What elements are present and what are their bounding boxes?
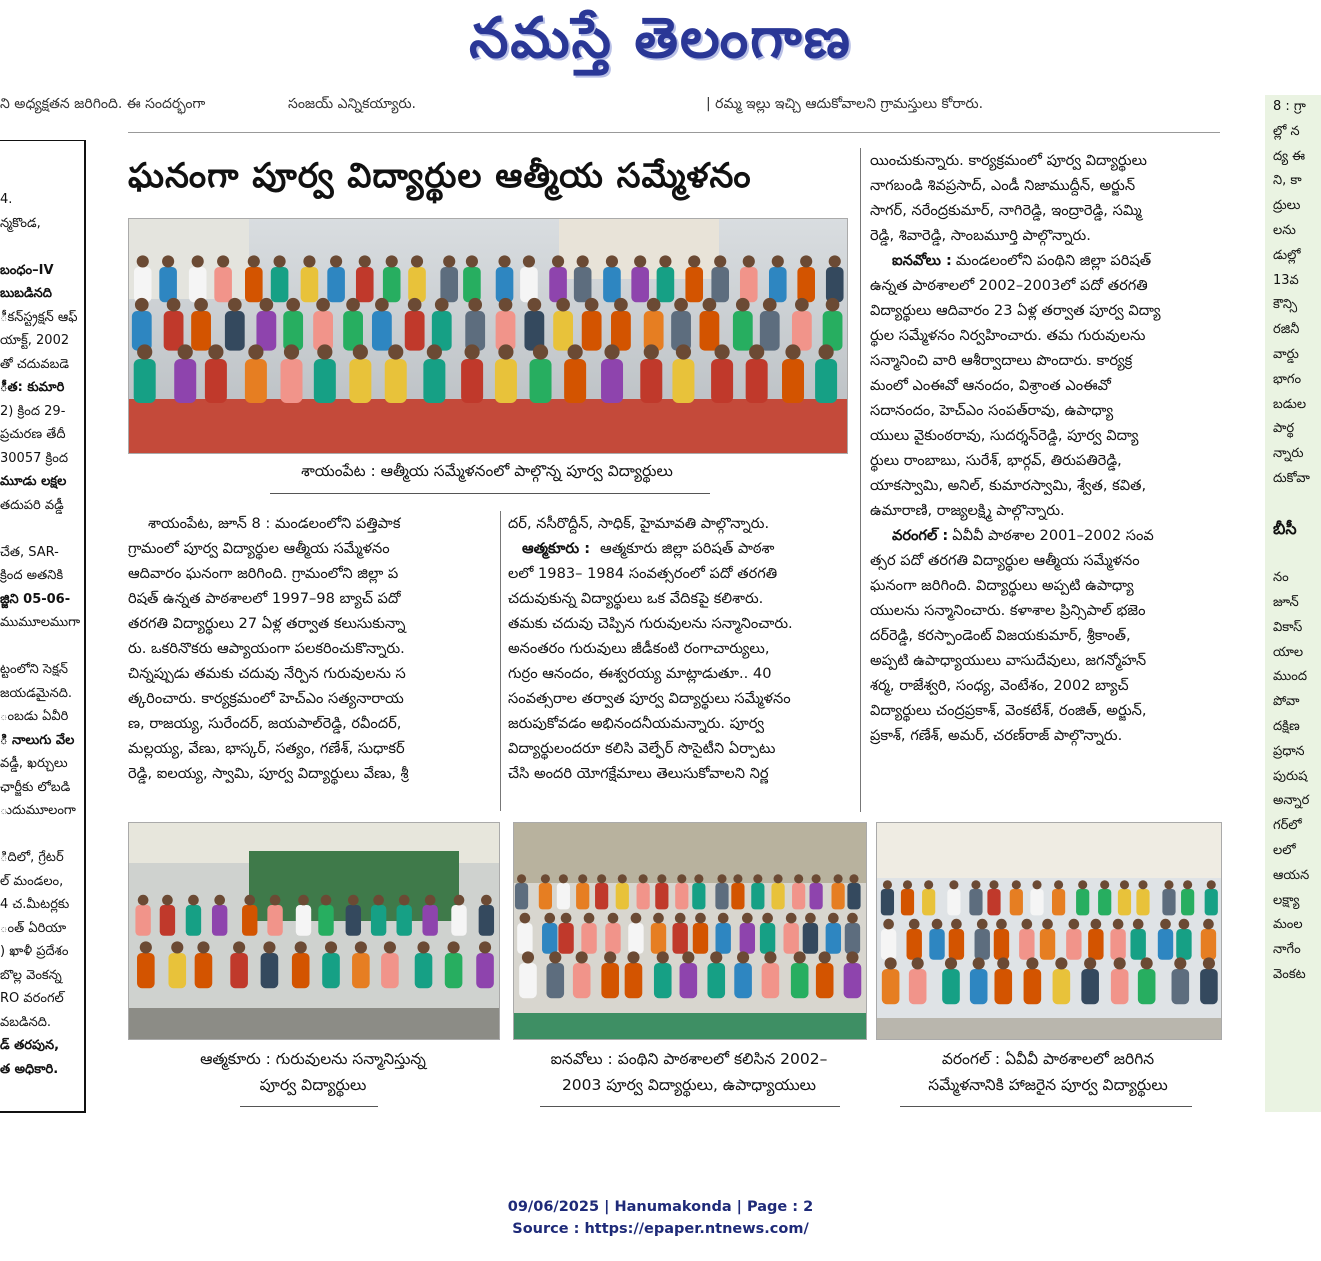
- page-footer: [0, 1196, 1321, 1240]
- left-column-line: బంధం–IV: [0, 262, 54, 278]
- right-column-line: వికాస్: [1273, 619, 1303, 635]
- col2-lead-line: [508, 536, 848, 561]
- right-column-line: ల్లో న: [1273, 123, 1300, 139]
- col2-line: లలో 1983– 1984 సంవత్సరంలో పదో తరగతి: [508, 565, 778, 582]
- left-column-line: బొల్ల వెంకన్న: [0, 967, 62, 983]
- right-column-line: దుకోవా: [1273, 470, 1310, 486]
- col2-line: ఆత్మకూరు జిల్లా పరిషత్ పాఠశా: [600, 540, 775, 557]
- right-column-line: దక్షిణ: [1273, 718, 1300, 734]
- left-column-line: ముమూలముగా: [0, 615, 81, 630]
- col3-line: మంలో ఎంఈవో ఆనందం, విశ్రాంత ఎంఈవో: [870, 377, 1111, 394]
- col3-line: యాకస్వామి, అనిల్, కుమారస్వామి, శ్వేత, కవిత,: [870, 477, 1147, 494]
- caption-inavolu-line-1: ఐనవోలు : పంథిని పాఠశాలలో కలిసిన 2002–: [550, 1050, 828, 1068]
- right-column-line: ని, కా: [1273, 173, 1302, 189]
- col3-line: సన్మానించి వారి ఆశీర్వాదాలు పొందారు. కార్యక్ర: [870, 352, 1133, 369]
- left-column-line: 2) క్రింద 29-: [0, 403, 66, 419]
- col1-line: త్కరించారు. కార్యక్రమంలో హెచ్ఎం సత్యనారాయ: [128, 690, 404, 707]
- col1-line: రిషత్ ఉన్నత పాఠశాలలో 1997–98 బ్యాచ్ పదో: [128, 590, 401, 607]
- right-column-line: రజినీ: [1273, 322, 1300, 338]
- right-column-line: [1265, 541, 1321, 566]
- left-column-line: క్రింద అతనికి: [0, 568, 64, 583]
- col3-line: యులను సన్మానించారు. కళాశాల ప్రిన్సిపాల్ భజెం: [870, 602, 1146, 619]
- atmakur-photo-graphic: [129, 823, 499, 1039]
- photo-warangal: [876, 822, 1222, 1040]
- left-column-line: [0, 635, 84, 659]
- col3-line: ర్థుల సమ్మేళనం నిర్వహించారు. తమ గురువులను: [870, 327, 1146, 344]
- left-column-line: ి నాలుగు వేల: [0, 732, 75, 748]
- col3-line: త్సర పదో తరగతి విద్యార్థుల ఆత్మీయ సమ్మేళనం: [870, 552, 1140, 569]
- warangal-photo-graphic: [877, 823, 1221, 1039]
- caption-rule-2: [240, 1106, 378, 1107]
- left-column-line: RO వరంగల్: [0, 991, 64, 1006]
- left-column-line: ) ఖాళీ ప్రదేశం: [0, 944, 69, 959]
- inavolu-lead: [870, 248, 1222, 273]
- col1-line: మల్లయ్య, వేణు, భాస్కర్, సత్యం, గణేశ్, సుధాకర్: [128, 740, 405, 757]
- footer-date-line: 09/06/2025 | Hanumakonda | Page : 2: [507, 1199, 814, 1215]
- inavolu-photo-graphic: [514, 823, 866, 1039]
- left-partial-column: [0, 140, 86, 1113]
- right-column-line: నం: [1273, 570, 1289, 586]
- col1-line: ణ, రాజయ్య, సురేందర్, జయపాల్‌రెడ్డి, రవీందర్,: [128, 715, 402, 732]
- right-column-line: గర్‌లో: [1273, 818, 1302, 834]
- col3-line: యించుకున్నారు. కార్యక్రమంలో పూర్వ విద్యార్థులు: [870, 152, 1147, 169]
- col3-line: రెడ్డి, శివారెడ్డి, సాంబమూర్తి పాల్గొన్నారు.: [870, 227, 1091, 244]
- right-column-line: కౌన్సి: [1273, 297, 1298, 313]
- left-column-line: [0, 141, 84, 165]
- col3-line: యులు వైకుంఠరావు, సుదర్శన్‌రెడ్డి, పూర్వ విద్యా: [870, 427, 1139, 444]
- right-column-line: న్నారు: [1273, 446, 1304, 462]
- col3-line: దర్‌రెడ్డి, కరస్పాండెంట్ విజయకుమార్, శ్రీకాంత్,: [870, 627, 1131, 644]
- col1-line: రు. ఒకరినొకరు ఆప్యాయంగా పలకరించుకొన్నారు.: [128, 640, 405, 657]
- footer-source-line: Source : https://epaper.ntnews.com/: [512, 1221, 809, 1237]
- right-column-line: [1265, 492, 1321, 517]
- left-column-line: 4 చ.మీటర్లకు: [0, 897, 70, 912]
- col3-line: ఘనంగా జరిగింది. విద్యార్థులు అప్పటి ఉపాధ్యా: [870, 577, 1134, 594]
- col3-line: నాగబండి శివప్రసాద్, ఎండీ నిజాముద్దీన్, అర్జున్: [870, 177, 1136, 194]
- right-column-line: లలో: [1273, 842, 1296, 858]
- article-column-3: [870, 148, 1222, 812]
- right-column-line: పోవా: [1273, 694, 1300, 710]
- right-column-line: ముంద: [1273, 669, 1308, 685]
- warangal-lead: [870, 523, 1222, 548]
- col2-line: చేసి అందరి యోగక్షేమాలు తెలుసుకోవాలని నిర్ణ: [508, 765, 769, 782]
- caption-atmakur-line-2: పూర్వ విద్యార్థులు: [259, 1076, 367, 1094]
- left-column-line: ీత: కుమారి: [0, 380, 65, 395]
- left-column-line: చేత, SAR-: [0, 544, 59, 560]
- right-column-line: యాల: [1273, 644, 1304, 660]
- col3-line: అప్పటి ఉపాధ్యాయులు వాసుదేవులు, జగన్మోహన్: [870, 652, 1147, 669]
- col3-line: ఏవీవీ పాఠశాల 2001–2002 సంవ: [952, 527, 1154, 544]
- left-column-line: జ్జిని 05-06-: [0, 591, 71, 607]
- left-column-line: ట్టంలోని సెక్షన్: [0, 662, 68, 677]
- right-column-line: ప్రధాన: [1273, 743, 1305, 759]
- col3-line: శర్మ, రాజేశ్వరి, సంధ్య, వెంటేశం, 2002 బ్యాచ్: [870, 677, 1129, 694]
- right-column-line: పార్థ: [1273, 421, 1295, 437]
- left-column-line: బుబడినది: [0, 286, 52, 301]
- left-column-line: ీకన్‌స్ట్రక్షన్ ఆఫ్: [0, 309, 78, 325]
- caption-rule-4: [900, 1106, 1192, 1107]
- right-column-line: వెంకట: [1273, 966, 1306, 982]
- right-column-line: నాగేం: [1273, 942, 1301, 958]
- col1-line: తరగతి విద్యార్థులు 27 ఏళ్ల తర్వాత కలుసుకున్నా: [128, 615, 406, 632]
- left-column-line: [0, 165, 84, 189]
- left-column-line: త అధికారి.: [0, 1061, 59, 1077]
- col3-line: సదానందం, హెచ్ఎం సంపత్‌రావు, ఉపాధ్యా: [870, 402, 1114, 419]
- column-divider-2: [860, 148, 861, 812]
- newspaper-masthead: నమస్తే తెలంగాణ: [469, 6, 852, 71]
- right-column-line: వార్డు: [1273, 346, 1299, 362]
- col2-line: గుర్రం ఆనందం, ఈశ్వరయ్య మాట్లాడుతూ.. 40: [508, 665, 772, 682]
- left-column-line: డ్ తరపున,: [0, 1038, 60, 1053]
- right-column-line: 13వ: [1273, 272, 1299, 288]
- col3-line: మండలంలోని పంథిని జిల్లా పరిషత్: [955, 252, 1152, 269]
- top-strip-left: ని అధ్యక్షతన జరిగింది. ఈ సందర్భంగా: [0, 96, 206, 112]
- right-column-line: బడుల: [1273, 396, 1307, 412]
- right-column-line: 8 : గ్రా: [1273, 99, 1306, 114]
- col2-line: సంవత్సరాల తర్వాత పూర్వ విద్యార్థులు సమ్మేళనం: [508, 690, 791, 707]
- left-column-line: ల్ మండలం,: [0, 873, 64, 889]
- top-strip-right: | రమ్మ ఇల్లు ఇచ్చి ఆదుకోవాలని గ్రామస్తులు కోరారు.: [706, 96, 984, 112]
- col1-line: శాయంపేట, జూన్ 8 : మండలంలోని పత్తిపాక: [148, 515, 401, 532]
- col2-line: జరుపుకోవడం అభినందనీయమన్నారు. పూర్వ: [508, 715, 765, 732]
- main-group-photo: [128, 218, 848, 454]
- left-column-line: 4.: [0, 192, 13, 207]
- right-column-line: లక్ష్యా: [1273, 892, 1300, 908]
- left-column-line: న్మకొండ,: [0, 215, 41, 231]
- col2-line: దర్, నసీరొద్దీన్, సాధిక్, హైమావతి పాల్గొన్నారు.: [508, 515, 770, 532]
- col3-line: విద్యార్థులు చంద్రప్రకాశ్, వెంకటేశ్, రంజిత్, అర్జున్,: [870, 702, 1147, 719]
- caption-inavolu-line-2: 2003 పూర్వ విద్యార్థులు, ఉపాధ్యాయులు: [561, 1076, 817, 1094]
- col3-line: విద్యార్థులు ఆదివారం 23 ఏళ్ల తర్వాత పూర్వ విద్యా: [870, 302, 1161, 319]
- left-column-line: ంబడు ఏవీరి: [0, 709, 69, 724]
- dateline-atmakur: ఆత్మకూరు :: [522, 540, 591, 557]
- photo-atmakur: [128, 822, 500, 1040]
- right-column-line: లను: [1273, 222, 1296, 238]
- inavolu-lead-dateline: ఐనవోలు :: [892, 252, 952, 269]
- right-column-line: ఆయన: [1273, 867, 1310, 883]
- left-column-line: ుదుమూలంగా: [0, 803, 76, 818]
- left-column-line: [0, 235, 84, 259]
- left-column-line: ప్రచురణ తేదీ: [0, 427, 66, 442]
- left-column-line: [0, 823, 84, 847]
- col3-line: ర్థులు రాంబాబు, సురేశ్, భార్గవ్, తిరుపతిరెడ్డి,: [870, 452, 1122, 469]
- left-column-line: తదుపరి వడ్డీ: [0, 497, 64, 513]
- caption-atmakur-line-1: ఆత్మకూరు : గురువులను సన్మానిస్తున్న: [200, 1050, 426, 1068]
- left-column-line: వడ్డీ, ఖర్చులు: [0, 756, 68, 771]
- col1-line: గ్రామంలో పూర్వ విద్యార్థుల ఆత్మీయ సమ్మేళనం: [128, 540, 390, 557]
- left-column-line: ిదిలో, గ్రేటర్: [0, 850, 64, 865]
- caption-warangal-line-2: సమ్మేళనానికి హాజరైన పూర్వ విద్యార్థులు: [928, 1076, 1168, 1094]
- group-photo-graphic: [129, 219, 847, 453]
- right-column-line: ద్య ఈ: [1273, 148, 1306, 164]
- photo-inavolu: [513, 822, 867, 1040]
- col1-line: ఆదివారం ఘనంగా జరిగింది. గ్రామంలోని జిల్లా ప: [128, 565, 399, 582]
- caption-rule: [270, 493, 710, 494]
- right-column-line: బీసీ: [1273, 518, 1297, 538]
- caption-warangal: [876, 1046, 1220, 1098]
- col3-line: ఉమారాణి, రాజ్యలక్ష్మి పాల్గొన్నారు.: [870, 502, 1065, 519]
- right-partial-column: [1265, 95, 1321, 1112]
- warangal-lead-dateline: వరంగల్ :: [892, 527, 949, 544]
- left-column-line: [0, 517, 84, 541]
- col2-line: చదువుకున్న విద్యార్థులు ఒక వేదికపై కలిశారు.: [508, 590, 764, 607]
- main-photo-caption: శాయంపేట : ఆత్మీయ సమ్మేళనంలో పాల్గొన్న పూర్వ విద్యార్థులు: [301, 462, 673, 480]
- article-column-2: [508, 511, 848, 811]
- caption-warangal-line-1: వరంగల్ : ఏవీవీ పాఠశాలలో జరిగిన: [941, 1050, 1155, 1068]
- col3-line: ప్రకాశ్, గణేశ్, అమర్, చరణ్‌రాజ్ పాల్గొన్నారు.: [870, 727, 1123, 744]
- right-column-line: భాగం: [1273, 371, 1302, 387]
- left-column-line: ఛార్జీకు లోబడి: [0, 779, 71, 795]
- caption-atmakur: [128, 1046, 498, 1098]
- caption-inavolu: [505, 1046, 873, 1098]
- left-column-line: జయడమైనది.: [0, 685, 73, 701]
- caption-rule-3: [540, 1106, 840, 1107]
- col2-line: తమకు చదువు చెప్పిన గురువులను సన్మానించారు.: [508, 615, 793, 632]
- top-divider: [128, 132, 1220, 133]
- right-column-line: ద్రులు: [1273, 198, 1301, 214]
- left-column-line: యాక్ట్, 2002: [0, 333, 70, 348]
- article-headline: ఘనంగా పూర్వ విద్యార్థుల ఆత్మీయ సమ్మేళనం: [128, 156, 752, 196]
- left-column-line: మూడు లక్షల: [0, 474, 67, 489]
- col1-line: రెడ్డి, ఐలయ్య, స్వామి, పూర్వ విద్యార్థులు వేణు, శ్రీ: [128, 765, 409, 782]
- col1-line: చిన్నప్పుడు తమకు చదువు నేర్పిన గురువులను స: [128, 665, 406, 682]
- left-column-line: 30057 క్రింద: [0, 450, 69, 466]
- col2-line: అనంతరం గురువులు జీడీకంటి రంగాచార్యులు,: [508, 640, 770, 657]
- left-column-line: వబడినది.: [0, 1014, 52, 1030]
- right-column-line: డుల్లో: [1273, 247, 1301, 263]
- left-column-line: ంత్ ఏరియా: [0, 920, 67, 936]
- right-column-line: మంల: [1273, 917, 1303, 933]
- right-column-line: పురుష: [1273, 768, 1308, 784]
- article-column-1: [128, 511, 490, 811]
- right-column-line: అన్నార: [1273, 793, 1310, 809]
- right-column-line: జూన్: [1273, 594, 1299, 610]
- col3-line: సాగర్, నరేంద్రకుమార్, నాగిరెడ్డి, ఇంద్రారెడ్డి, సమ్మి: [870, 202, 1142, 219]
- left-column-line: తో చదువబడె: [0, 356, 69, 372]
- col3-line: ఉన్నత పాఠశాలలో 2002–2003లో పదో తరగతి: [870, 277, 1148, 294]
- col2-line: విద్యార్థులందరూ కలిసి వెల్ఫేర్ సొసైటీని ఏర్పాటు: [508, 740, 776, 757]
- top-strip-middle: సంజయ్ ఎన్నికయ్యారు.: [288, 96, 416, 112]
- column-divider-1: [500, 511, 501, 811]
